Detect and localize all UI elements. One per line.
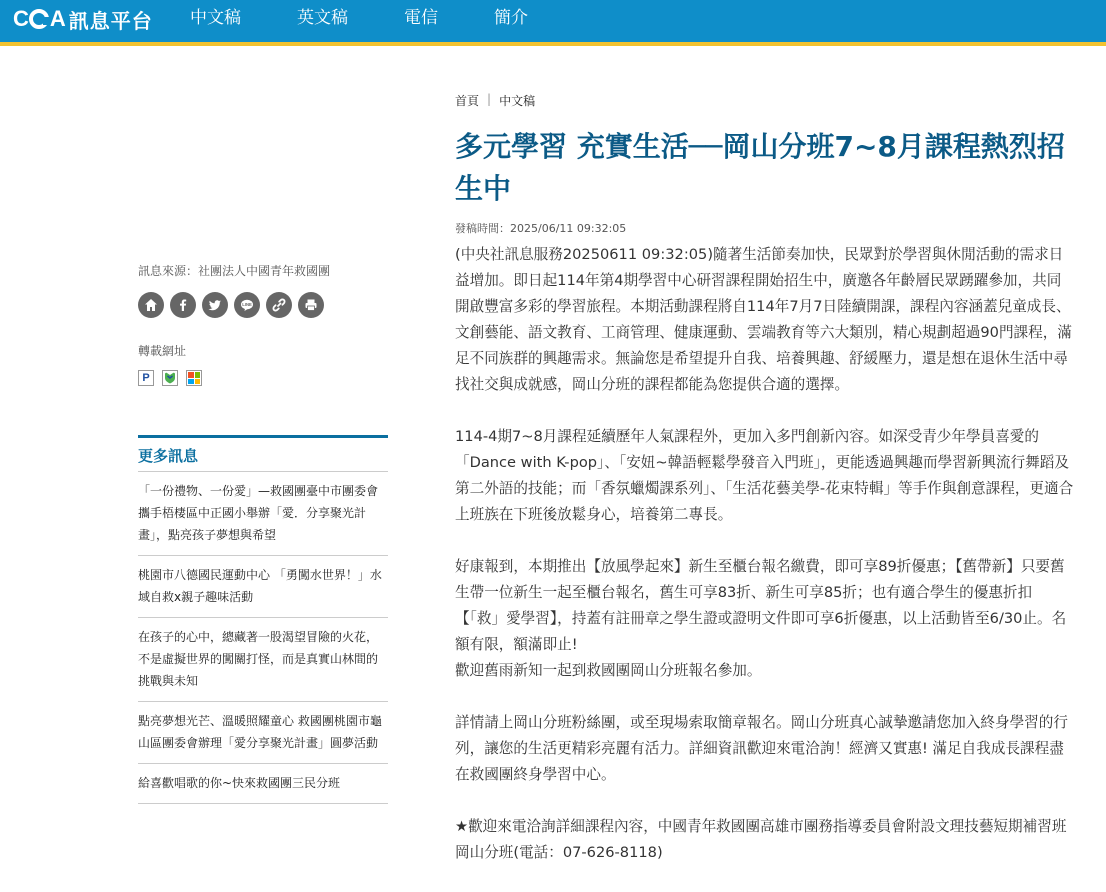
nav-item-telecom[interactable]: 電信 [404, 8, 438, 28]
plurk-icon[interactable]: P [138, 370, 154, 386]
article-paragraph: 好康報到，本期推出【放風學起來】新生至櫃台報名繳費，即可享89折優惠；【舊帶新】只要舊生帶一位新生一起至櫃台報名，舊生可享83折、新生可享85折；也有適合學生的優惠折扣【「救」愛學習】，持蓋有註冊章之學生證或證明文件即可享6折優惠，以上活動皆至6/30止。名額有限，額滿即止! 歡迎舊雨新知一起到救國團岡山分班報名參加。 [455, 558, 1067, 679]
breadcrumb-chinese[interactable]: 中文稿 [499, 94, 536, 108]
repost-label: 轉載網址 [138, 344, 187, 358]
share-toolbar [138, 292, 324, 318]
list-item[interactable]: 點亮夢想光芒、溫暖照耀童心 救國團桃園市龜山區團委會辦理「愛分享聚光計畫」圓夢活動 [138, 702, 388, 764]
list-item[interactable]: 桃園市八德國民運動中心 「勇闖水世界！」水域自救x親子趣味活動 [138, 556, 388, 618]
svg-text:LINE: LINE [242, 302, 252, 308]
line-icon[interactable] [234, 292, 260, 318]
news-source: 訊息來源：社團法人中國青年救國團 [138, 264, 331, 278]
google-bookmark-icon[interactable] [162, 370, 178, 386]
nav-item-english[interactable]: 英文稿 [297, 8, 348, 28]
article-paragraph: (中央社訊息服務20250611 09:32:05)隨著生活節奏加快，民眾對於學習與休閒活動的需求日益增加。即日起114年第4期學習中心研習課程開始招生中，廣邀各年齡層民眾踴躍參加，共同開啟豐富多彩的學習旅程。本期活動課程將自114年7月7日陸續開課，課程內容涵蓋兒童成長、文創藝能、語文教育、工商管理、健康運動、雲端教育等六大類別，精心規劃超過90門課程，滿足不同族群的興趣需求。無論您是希望提升自我、培養興趣、舒緩壓力，還是想在退休生活中尋找社交與成就感，岡山分班的課程都能為您提供合適的選擇。 [455, 246, 1072, 393]
more-news-panel [138, 435, 388, 804]
article-paragraph: ★歡迎來電洽詢詳細課程內容，中國青年救國團高雄市團務指導委員會附設文理技藝短期補習班岡山分班(電話：07-626-8118) [455, 818, 1067, 861]
article-body [455, 242, 1075, 892]
top-navigation-bar [0, 0, 1106, 46]
breadcrumb-separator: | [487, 92, 492, 106]
more-news-title: 更多訊息 [138, 447, 199, 465]
nav-item-chinese[interactable]: 中文稿 [190, 8, 241, 28]
msn-icon[interactable] [186, 370, 202, 386]
logo-text: 訊息平台 [68, 8, 153, 33]
list-item[interactable]: 「一份禮物、一份愛」—救國團臺中市團委會攜手梧棲區中正國小舉辦「愛．分享聚光計畫」，點亮孩子夢想與希望 [138, 472, 388, 556]
breadcrumb [455, 92, 535, 109]
repost-toolbar [138, 370, 202, 386]
home-icon[interactable] [138, 292, 164, 318]
article-title: 多元學習 充實生活──岡山分班7~8月課程熱烈招生中 [455, 130, 1065, 205]
cna-logo[interactable] [13, 5, 153, 33]
list-item[interactable]: 給喜歡唱歌的你~快來救國團三民分班 [138, 764, 388, 804]
print-icon[interactable] [298, 292, 324, 318]
list-item[interactable]: 在孩子的心中，總藏著一股渴望冒險的火花， 不是虛擬世界的闖關打怪，而是真實山林間的挑戰與未知 [138, 618, 388, 702]
more-news-list [138, 471, 388, 804]
article-paragraph: 詳情請上岡山分班粉絲團，或至現場索取簡章報名。岡山分班真心誠摯邀請您加入終身學習的行列，讓您的生活更精彩亮麗有活力。詳細資訊歡迎來電洽詢！經濟又實惠! 滿足自我成長課程盡在救國團終身學習中心。 [455, 714, 1068, 783]
facebook-icon[interactable] [170, 292, 196, 318]
main-nav [162, 0, 556, 42]
twitter-icon[interactable] [202, 292, 228, 318]
breadcrumb-home[interactable]: 首頁 [455, 94, 480, 108]
cna-logo-mark: C A [13, 6, 65, 31]
nav-item-about[interactable]: 簡介 [494, 8, 528, 28]
publish-time: 發稿時間：2025/06/11 09:32:05 [455, 222, 627, 235]
article-paragraph: 114-4期7~8月課程延續歷年人氣課程外，更加入多門創新內容。如深受青少年學員喜愛的「Dance with K-pop」、「安妞~韓語輕鬆學發音入門班」，更能透過興趣而學習新興流行舞蹈及第二外語的技能；而「香氛蠟燭課系列」、「生活花藝美學-花束特輯」等手作與創意課程，更適合上班族在下班後放鬆身心，培養第二專長。 [455, 428, 1074, 523]
link-icon[interactable] [266, 292, 292, 318]
